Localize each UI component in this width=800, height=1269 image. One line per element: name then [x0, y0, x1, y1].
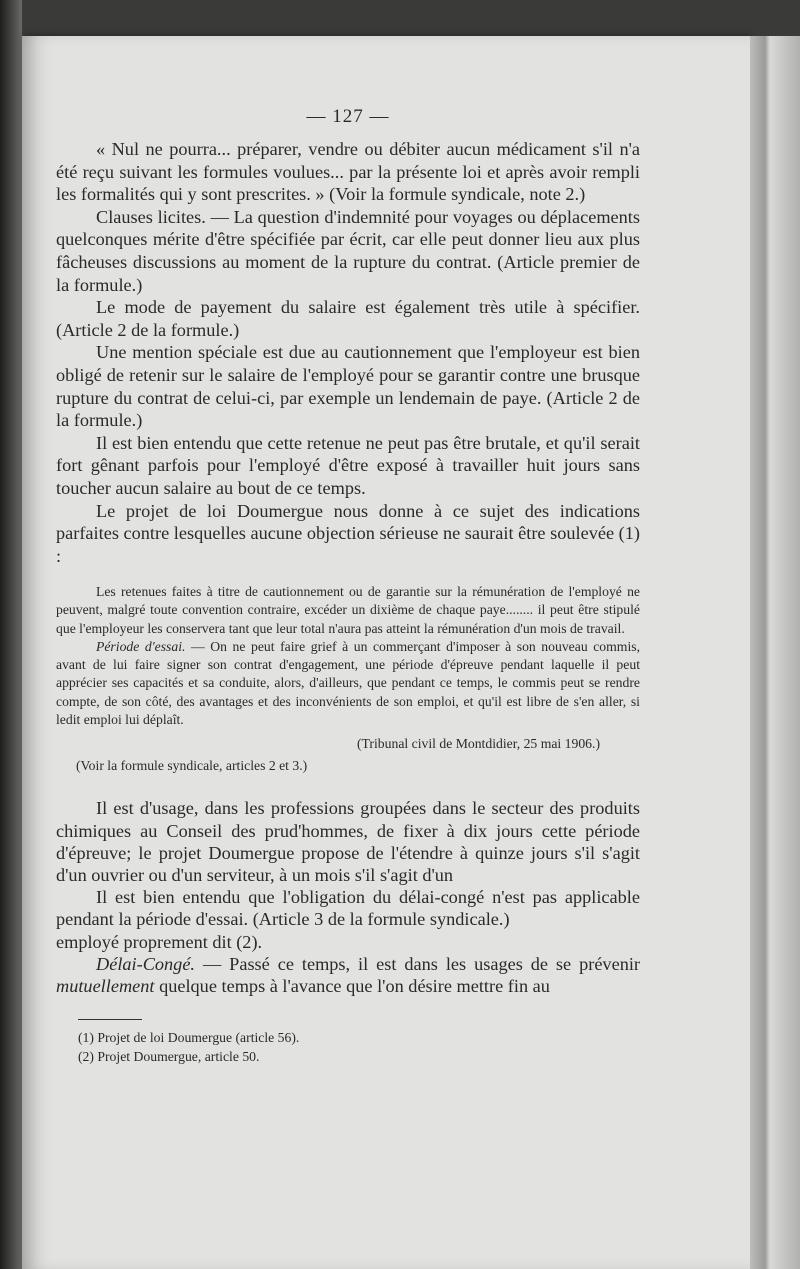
book-spine: [0, 0, 22, 1269]
page-number: — 127 —: [306, 106, 390, 127]
footnotes: [56, 1028, 640, 1066]
quote-retenues: Les retenues faites à titre de cautionnement ou de garantie sur la rémunération de l'employé ne peuvent, malgré toute convention contraire, excéder un dixième de chaque paye........ il peut être stipulé que l'employeur les conservera tant que leur total n'aura pas atteint la rémunération d'un mois de travail.: [56, 584, 640, 636]
main-text-continued: [56, 797, 640, 997]
paragraph-quote-law: « Nul ne pourra... préparer, vendre ou débiter aucun médicament s'il n'a été reçu suivant les formules voulues... par la présente loi et après avoir rempli les formalités qui y sont prescrites. » (Voir la formule syndicale, note 2.): [56, 139, 640, 205]
paragraph-clauses-licites: Clauses licites. — La question d'indemnité pour voyages ou déplacements quelconques mérite d'être spécifiée par écrit, car elle peut donner lieu aux plus fâcheuses discussions au moment de la rupture du contrat. (Article premier de la formule.): [56, 206, 640, 295]
delai-italic: mutuellement: [56, 975, 155, 996]
footnote-2: (2) Projet Doumergue, article 50.: [78, 1049, 260, 1065]
footnote-rule: [78, 1019, 142, 1020]
footnote-1: (1) Projet de loi Doumergue (article 56).: [78, 1030, 300, 1046]
paragraph-delai-conge-essai: Il est bien entendu que l'obligation du délai-congé n'est pas applicable pendant la période d'essai. (Article 3 de la formule syndicale.): [56, 887, 640, 930]
quote-reference: (Voir la formule syndicale, articles 2 et 3.): [76, 758, 308, 774]
quote-periode-label: Période d'essai.: [96, 638, 186, 654]
quote-citation: (Tribunal civil de Montdidier, 25 mai 1906.): [356, 735, 600, 751]
paragraph-cautionnement: Une mention spéciale est due au cautionnement que l'employeur est bien obligé de retenir sur le salaire de l'employé pour se garantir contre une brusque rupture du contrat de celui-ci, par exemple un lendemain de paye. (Article 2 de la formule.): [56, 342, 640, 431]
delai-label: Délai-Congé.: [96, 953, 196, 974]
paragraph-projet-loi: Le projet de loi Doumergue nous donne à ce sujet des indications parfaites contre lesquelles aucune objection sérieuse ne saurait être soulevée (1) :: [56, 500, 640, 566]
page-edge: [750, 36, 800, 1269]
main-text: [56, 138, 640, 567]
delai-text: — Passé ce temps, il est dans les usages de se prévenir: [195, 953, 640, 974]
paragraph-usage: Il est d'usage, dans les professions groupées dans le secteur des produits chimiques au Conseil des prud'hommes, de fixer à dix jours cette période d'épreuve; le projet Doumergue propose de l'étendre à quinze jours s'il s'agit d'un ouvrier ou d'un serviteur, à un mois s'il s'agit d'un: [56, 798, 640, 885]
paragraph-mode-payement: Le mode de payement du salaire est également très utile à spécifier. (Article 2 de la formule.): [56, 297, 640, 340]
quote-periode-essai: [56, 638, 640, 729]
paragraph-delai-conge: [56, 953, 640, 997]
delai-rest: quelque temps à l'avance que l'on désire mettre fin au: [154, 975, 550, 996]
paragraph-retenue: Il est bien entendu que cette retenue ne peut pas être brutale, et qu'il serait fort gênant parfois pour l'employé d'être exposé à travailler huit jours sans toucher aucun salaire au bout de ce temps.: [56, 432, 640, 498]
page-content: [56, 106, 640, 1066]
quoted-block: [56, 583, 640, 775]
paragraph-employe: employé proprement dit (2).: [56, 931, 263, 952]
quote-periode-text: — On ne peut faire grief à un commerçant d'imposer à son nouveau commis, avant de lui faire signer son contrat d'engagement, une période d'épreuve pendant laquelle il peut apprécier ses capacités et sa conduite, alors, d'ailleurs, que pendant ce temps, le commis peut se rendre compte, de son côté, des avantages et des inconvénients de son emploi, et qu'il est libre de s'en aller, si ledit emploi lui déplaît.: [56, 638, 640, 727]
